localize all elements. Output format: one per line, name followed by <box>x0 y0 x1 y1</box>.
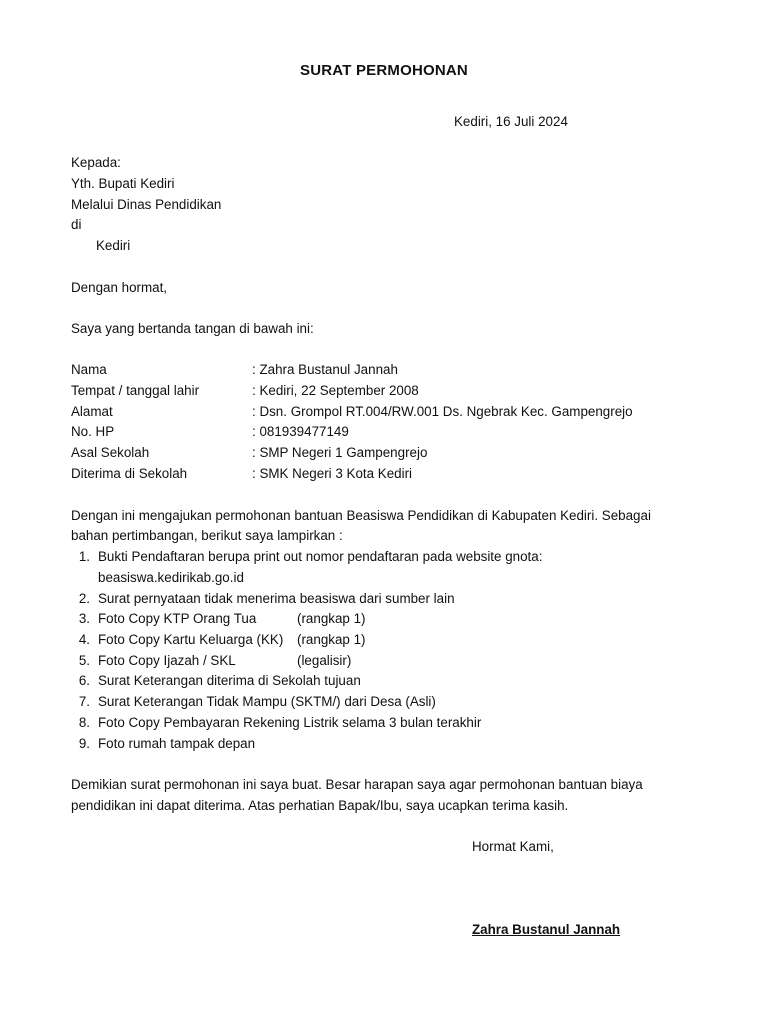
list-item-text: Foto Copy Pembayaran Rekening Listrik selama 3 bulan terakhir <box>98 715 482 730</box>
signature-name: Zahra Bustanul Jannah <box>472 922 621 937</box>
field-label: Alamat <box>71 404 113 419</box>
place-date: Kediri, 16 Juli 2024 <box>454 114 568 129</box>
field-label: Asal Sekolah <box>71 445 150 460</box>
list-item-text: Bukti Pendaftaran berupa print out nomor pendaftaran pada website gnota: <box>98 549 543 564</box>
list-item-number: 4. <box>78 632 90 647</box>
field-value: : SMP Negeri 1 Gampengrejo <box>252 445 428 460</box>
list-item-note: (rangkap 1) <box>297 632 366 647</box>
list-item-number: 6. <box>78 673 90 688</box>
field-label: Nama <box>71 362 107 377</box>
recipient-line-2: Yth. Bupati Kediri <box>71 176 175 191</box>
field-value: : SMK Negeri 3 Kota Kediri <box>252 466 413 481</box>
list-item-text: Foto Copy KTP Orang Tua <box>98 611 257 626</box>
list-item-continuation: beasiswa.kedirikab.go.id <box>98 570 244 585</box>
closing-line-1: Demikian surat permohonan ini saya buat. Besar harapan saya agar permohonan bantuan biaya <box>71 777 643 792</box>
list-item-number: 7. <box>78 694 90 709</box>
field-label: Tempat / tanggal lahir <box>71 383 200 398</box>
recipient-line-3: Melalui Dinas Pendidikan <box>71 197 222 212</box>
list-item-text: Surat pernyataan tidak menerima beasiswa dari sumber lain <box>98 591 455 606</box>
greeting: Dengan hormat, <box>71 280 168 295</box>
field-value: : Dsn. Grompol RT.004/RW.001 Ds. Ngebrak Kec. Gampengrejo <box>252 404 633 419</box>
field-label: No. HP <box>71 424 115 439</box>
field-value: : Kediri, 22 September 2008 <box>252 383 419 398</box>
intro-text: Saya yang bertanda tangan di bawah ini: <box>71 321 314 336</box>
list-item-number: 3. <box>78 611 90 626</box>
field-value: : 081939477149 <box>252 424 349 439</box>
list-item-number: 9. <box>78 736 90 751</box>
list-item-number: 1. <box>78 549 90 564</box>
letter-title: SURAT PERMOHONAN <box>300 62 468 79</box>
list-item-text: Foto Copy Ijazah / SKL <box>98 653 236 668</box>
recipient-line-1: Kepada: <box>71 155 121 170</box>
recipient-line-4: di <box>71 217 82 232</box>
closing-line-2: pendidikan ini dapat diterima. Atas perhatian Bapak/Ibu, saya ucapkan terima kasih. <box>71 798 569 813</box>
list-item-note: (legalisir) <box>297 653 352 668</box>
list-item-text: Foto Copy Kartu Keluarga (KK) <box>98 632 284 647</box>
body-paragraph-line-2: bahan pertimbangan, berikut saya lampirkan : <box>71 528 343 543</box>
list-item-text: Surat Keterangan diterima di Sekolah tujuan <box>98 673 361 688</box>
field-value: : Zahra Bustanul Jannah <box>252 362 398 377</box>
list-item-text: Surat Keterangan Tidak Mampu (SKTM/) dari Desa (Asli) <box>98 694 436 709</box>
list-item-number: 5. <box>78 653 90 668</box>
list-item-number: 2. <box>78 591 90 606</box>
signature-greeting: Hormat Kami, <box>472 839 554 854</box>
field-label: Diterima di Sekolah <box>71 466 188 481</box>
list-item-note: (rangkap 1) <box>297 611 366 626</box>
list-item-number: 8. <box>78 715 90 730</box>
body-paragraph-line-1: Dengan ini mengajukan permohonan bantuan Beasiswa Pendidikan di Kabupaten Kediri. Sebagai <box>71 508 651 523</box>
list-item-text: Foto rumah tampak depan <box>98 736 256 751</box>
recipient-line-5: Kediri <box>96 238 131 253</box>
